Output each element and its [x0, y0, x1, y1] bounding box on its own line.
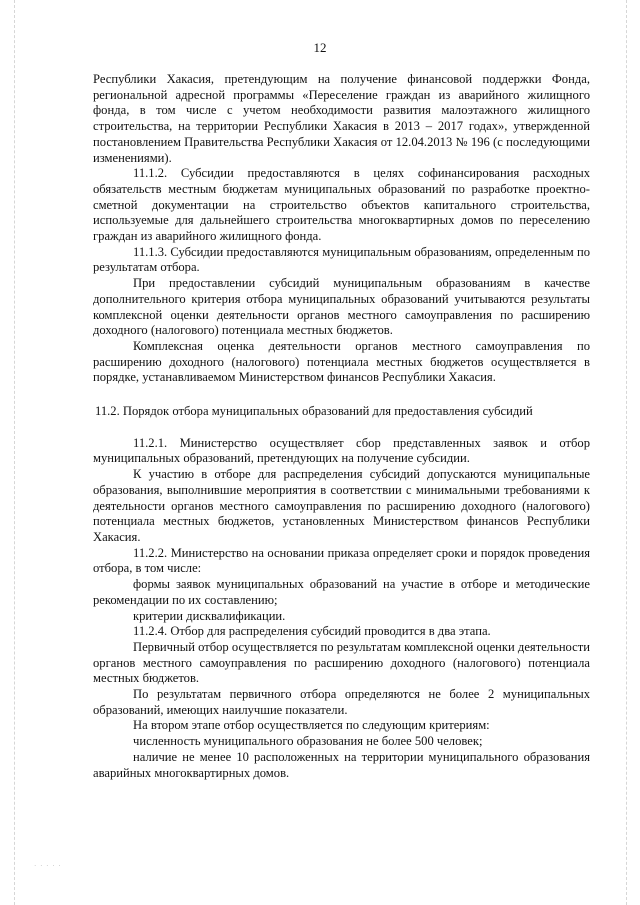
- paragraph-continuation: Республики Хакасия, претендующим на получение финансовой поддержки Фонда, региональной адресной программы «Переселение граждан из аварийного жилищного фонда, в том числе с учетом необходимости развития малоэтажного жилищного строительства, на территории Республики Хакасия в 2013 – 2017 годах», утвержденной постановлением Правительства Республики Хакасия от 12.04.2013 № 196 (с последующими изменениями).: [93, 72, 590, 165]
- paragraph-11-2-1: 11.2.1. Министерство осуществляет сбор представленных заявок и отбор муниципальных образований, претендующих на получение субсидии.: [93, 435, 590, 466]
- paragraph-11-1-2: 11.1.2. Субсидии предоставляются в целях софинансирования расходных обязательств местным бюджетам муниципальных образований по разработке проектно-сметной документации на строительство объектов капитального строительства, используемые для дальнейшего строительства многоквартирных домов по переселению граждан из аварийного жилищного фонда.: [93, 166, 590, 244]
- left-scan-edge: [14, 0, 16, 905]
- paragraph-11-2-2: 11.2.2. Министерство на основании приказа определяет сроки и порядок проведения отбора, в том числе:: [93, 545, 590, 576]
- paragraph-primary-selection: Первичный отбор осуществляется по результатам комплексной оценки деятельности органов местного самоуправления по расширению доходного (налогового) потенциала местных бюджетов.: [93, 639, 590, 686]
- paragraph-application-forms: формы заявок муниципальных образований на участие в отборе и методические рекомендации по их составлению;: [93, 577, 590, 607]
- paragraph-complex-assessment: Комплексная оценка деятельности органов местного самоуправления по расширению доходного (налогового) потенциала местных бюджетов осуществляется в порядке, устанавливаемом Министерством финансов Республики Хакасия.: [93, 338, 590, 385]
- paragraph-population-criterion: численность муниципального образования не более 500 человек;: [133, 734, 483, 749]
- page-number: 12: [313, 40, 327, 55]
- right-scan-edge: [626, 0, 628, 905]
- paragraph-additional-criterion: При предоставлении субсидий муниципальным образованиям в качестве дополнительного критерия отбора муниципальных образований учитываются результаты комплексной оценки деятельности органов местного самоуправления по расширению доходного (налогового) потенциала местных бюджетов.: [93, 276, 590, 338]
- paragraph-emergency-houses-criterion: наличие не менее 10 расположенных на территории муниципального образования аварийных многоквартирных домов.: [93, 749, 590, 780]
- paragraph-primary-results: По результатам первичного отбора определяются не более 2 муниципальных образований, имеющих наилучшие показатели.: [93, 687, 590, 717]
- paragraph-second-stage: На втором этапе отбор осуществляется по следующим критериям:: [133, 718, 490, 733]
- document-body: [93, 72, 590, 781]
- scan-mark: · · · · ·: [34, 862, 62, 870]
- paragraph-admission: К участию в отборе для распределения субсидий допускаются муниципальные образования, выполнившие мероприятия в соответствии с минимальными требованиями к деятельности органов местного самоуправления по расширению доходного (налогового) потенциала местных бюджетов, установленных Министерством финансов Республики Хакасия.: [93, 467, 590, 544]
- section-heading-11-2: 11.2. Порядок отбора муниципальных образований для предоставления субсидий: [95, 404, 533, 419]
- paragraph-11-1-3: 11.1.3. Субсидии предоставляются муниципальным образованиям, определенным по результатам отбора.: [93, 244, 590, 275]
- paragraph-disqualification: критерии дисквалификации.: [133, 608, 286, 623]
- paragraph-11-2-4: 11.2.4. Отбор для распределения субсидий проводится в два этапа.: [133, 624, 491, 639]
